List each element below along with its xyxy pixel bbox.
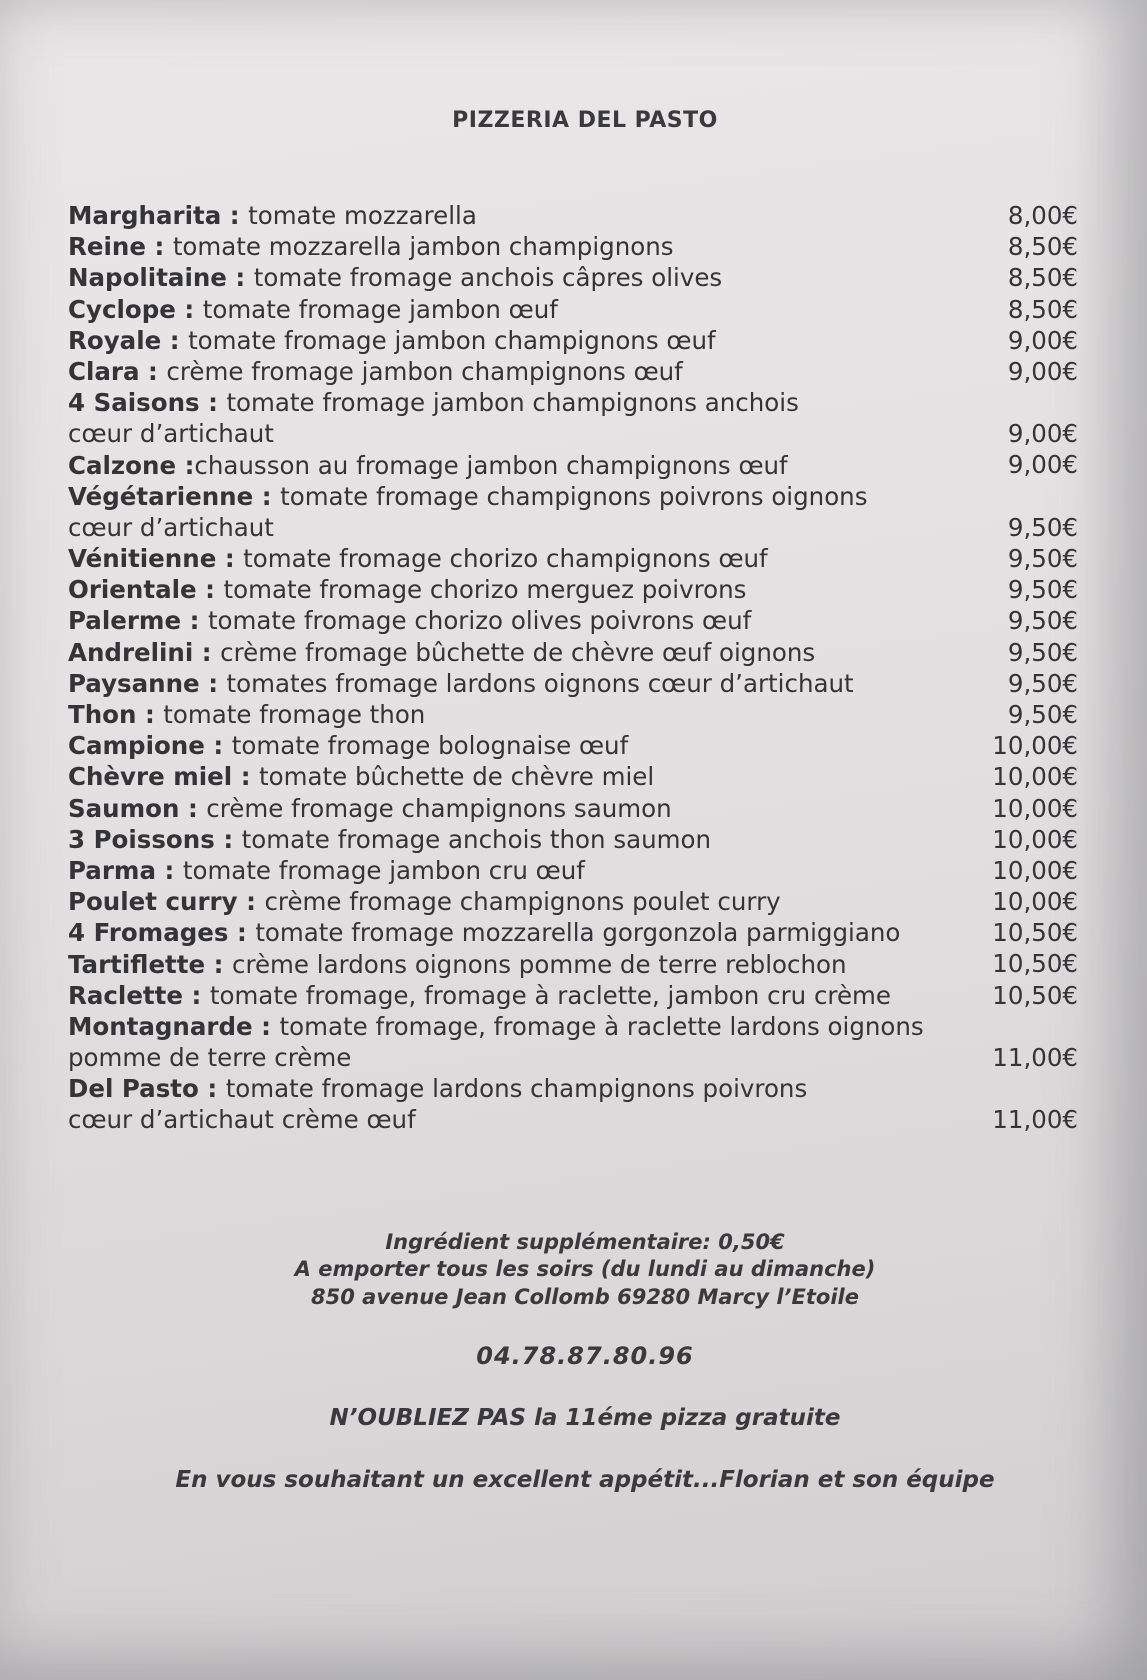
name-separator: : <box>145 232 173 262</box>
pizza-ingredients: tomate fromage thon <box>163 700 426 729</box>
menu-item-line <box>68 855 1088 886</box>
takeaway-note: A emporter tous les soirs (du lundi au dimanche) <box>294 1257 876 1281</box>
pizza-name: Del Pasto <box>68 1074 199 1104</box>
menu-item <box>68 793 1088 824</box>
menu-item <box>68 574 1088 605</box>
pizza-ingredients: tomate fromage bolognaise œuf <box>231 731 629 761</box>
pizza-price: 9,50€ <box>1007 575 1078 605</box>
pizza-name: Orientale <box>68 575 197 605</box>
name-separator: : <box>221 201 249 230</box>
name-separator: : <box>198 1074 226 1104</box>
pizza-name: Napolitaine <box>68 263 227 293</box>
menu-item-continuation <box>68 418 1088 449</box>
pizza-price: 11,00€ <box>992 1105 1078 1135</box>
pizza-name: Végétarienne <box>68 481 254 511</box>
pizza-name: 4 Saisons <box>68 388 200 418</box>
menu-item-line <box>68 949 1088 980</box>
menu-item-line <box>68 574 1088 605</box>
menu-item <box>68 325 1088 356</box>
pizza-price: 9,00€ <box>1007 325 1078 355</box>
pizza-ingredients: tomate fromage champignons poivrons oignons <box>280 481 868 511</box>
pizza-price: 8,50€ <box>1007 263 1078 293</box>
name-separator: : <box>196 575 224 605</box>
menu-item <box>68 481 1088 543</box>
name-separator: : <box>226 263 254 293</box>
name-separator: : <box>139 356 167 386</box>
pizza-name: Chèvre miel <box>68 762 233 792</box>
name-separator: : <box>176 450 195 480</box>
pizza-ingredients: crème fromage jambon champignons œuf <box>166 356 683 386</box>
name-separator: : <box>205 949 232 979</box>
pizza-ingredients: tomate fromage jambon cru œuf <box>182 855 585 885</box>
pizza-list <box>68 200 1088 1136</box>
pizza-price: 9,50€ <box>1007 512 1078 542</box>
menu-item-line <box>68 543 1088 574</box>
menu-item-line <box>68 200 1088 231</box>
menu-item <box>68 980 1088 1011</box>
pizza-name: Cyclope <box>68 294 176 324</box>
menu-item-line <box>68 450 1088 481</box>
name-separator: : <box>182 980 210 1010</box>
pizza-name: Thon <box>68 700 137 729</box>
page-title: PIZZERIA DEL PASTO <box>452 108 718 133</box>
menu-item <box>68 886 1088 917</box>
menu-item-line <box>68 761 1088 792</box>
name-separator: : <box>136 700 164 729</box>
pizza-price: 10,00€ <box>992 855 1078 885</box>
pizza-name: Clara <box>68 356 140 386</box>
name-separator: : <box>216 544 244 574</box>
menu-item <box>68 730 1088 761</box>
menu-item-continuation <box>68 1042 1088 1073</box>
pizza-ingredients: tomate mozzarella jambon champignons <box>172 232 674 262</box>
address: 850 avenue Jean Collomb 69280 Marcy l’Etoile <box>311 1285 859 1309</box>
pizza-name: Montagnarde <box>68 1011 253 1041</box>
name-separator: : <box>214 824 242 854</box>
name-separator: : <box>237 887 265 917</box>
menu-item-line <box>68 605 1088 636</box>
menu-item-line <box>68 980 1088 1011</box>
menu-item-continuation <box>68 512 1088 543</box>
name-separator: : <box>199 668 227 698</box>
pizza-name: Parma <box>68 855 156 885</box>
menu-item <box>68 605 1088 636</box>
pizza-price: 9,50€ <box>1007 606 1078 636</box>
menu-item <box>68 200 1088 231</box>
menu-item <box>68 1073 1088 1135</box>
pizza-name: 3 Poissons <box>68 824 215 854</box>
pizza-price: 10,00€ <box>992 887 1078 917</box>
pizza-price: 8,50€ <box>1007 232 1078 262</box>
menu-item <box>68 1011 1088 1073</box>
pizza-name: Calzone <box>68 450 177 480</box>
pizza-ingredients: tomate fromage jambon œuf <box>202 294 558 324</box>
pizza-ingredients: tomate fromage anchois câpres olives <box>253 263 723 293</box>
pizza-price: 10,50€ <box>992 918 1078 948</box>
pizza-ingredients: tomate fromage chorizo champignons œuf <box>243 544 768 574</box>
pizza-name: Poulet curry <box>68 887 238 917</box>
menu-item <box>68 855 1088 886</box>
menu-item-line <box>68 481 1088 512</box>
menu-item <box>68 699 1088 730</box>
pizza-price: 9,50€ <box>1007 544 1078 574</box>
pizza-price: 9,50€ <box>1007 668 1078 698</box>
pizza-ingredients: tomate fromage lardons champignons poivrons <box>225 1074 808 1104</box>
pizza-ingredients: cœur d’artichaut <box>68 419 274 449</box>
menu-item-line <box>68 886 1088 917</box>
menu-item <box>68 450 1088 481</box>
pizza-ingredients: cœur d’artichaut crème œuf <box>68 1105 416 1135</box>
loyalty-reminder: N’OUBLIEZ PAS la 11éme pizza gratuite <box>329 1405 841 1431</box>
menu-item-line <box>68 231 1088 262</box>
name-separator: : <box>252 1011 280 1041</box>
pizza-price: 10,00€ <box>992 762 1078 792</box>
pizza-name: Campione <box>68 731 205 761</box>
name-separator: : <box>228 918 256 948</box>
pizza-price: 9,00€ <box>1007 419 1078 449</box>
pizza-ingredients: crème lardons oignons pomme de terre reblochon <box>231 949 847 979</box>
menu-item-line <box>68 668 1088 699</box>
menu-item-line <box>68 1011 1088 1042</box>
pizza-ingredients: pomme de terre crème <box>68 1043 352 1073</box>
name-separator: : <box>181 606 208 636</box>
name-separator: : <box>253 481 281 511</box>
pizza-ingredients: crème fromage bûchette de chèvre œuf oignons <box>220 637 816 667</box>
pizza-price: 11,00€ <box>992 1043 1078 1073</box>
menu-item-line <box>68 793 1088 824</box>
pizza-price: 9,00€ <box>1007 356 1078 386</box>
pizza-ingredients: cœur d’artichaut <box>68 512 274 542</box>
pizza-name: Andrelini <box>68 637 194 667</box>
name-separator: : <box>232 762 260 792</box>
pizza-ingredients: crème fromage champignons poulet curry <box>264 887 781 917</box>
menu-item <box>68 824 1088 855</box>
pizza-name: 4 Fromages <box>68 918 229 948</box>
pizza-ingredients: tomates fromage lardons oignons cœur d’artichaut <box>226 668 854 698</box>
extra-ingredient-note: Ingrédient supplémentaire: 0,50€ <box>385 1230 785 1254</box>
name-separator: : <box>155 855 183 885</box>
menu-item <box>68 761 1088 792</box>
pizza-name: Palerme <box>68 606 182 636</box>
name-separator: : <box>193 637 221 667</box>
pizza-ingredients: tomate fromage, fromage à raclette lardons oignons <box>279 1011 924 1041</box>
pizza-ingredients: crème fromage champignons saumon <box>206 793 672 823</box>
pizza-ingredients: tomate fromage jambon champignons œuf <box>188 325 716 355</box>
name-separator: : <box>175 294 203 324</box>
pizza-ingredients: tomate fromage mozzarella gorgonzola parmiggiano <box>255 918 901 948</box>
menu-item <box>68 294 1088 325</box>
pizza-price: 10,00€ <box>992 793 1078 823</box>
menu-item-line <box>68 387 1088 418</box>
menu-item-line <box>68 325 1088 356</box>
menu-item <box>68 917 1088 948</box>
menu-item-line <box>68 294 1088 325</box>
pizza-ingredients: chausson au fromage jambon champignons œuf <box>194 450 788 480</box>
pizza-price: 8,00€ <box>1007 200 1078 230</box>
pizza-ingredients: tomate fromage jambon champignons anchois <box>226 388 799 418</box>
pizza-name: Margharita <box>68 201 222 230</box>
pizza-price: 9,50€ <box>1007 699 1078 729</box>
pizza-ingredients: tomate bûchette de chèvre miel <box>259 762 655 792</box>
pizza-price: 9,50€ <box>1007 637 1078 667</box>
menu-item <box>68 387 1088 449</box>
name-separator: : <box>161 325 189 355</box>
menu-item-continuation <box>68 1104 1088 1135</box>
pizza-name: Vénitienne <box>68 544 217 574</box>
name-separator: : <box>199 388 227 418</box>
pizza-price: 9,00€ <box>1007 450 1078 480</box>
menu-item-line <box>68 1073 1088 1104</box>
pizza-name: Reine <box>68 232 146 262</box>
name-separator: : <box>179 793 207 823</box>
pizza-name: Raclette <box>68 980 183 1010</box>
menu-item <box>68 356 1088 387</box>
pizza-ingredients: tomate fromage anchois thon saumon <box>241 824 712 854</box>
pizza-ingredients: tomate fromage chorizo olives poivrons œuf <box>207 606 752 636</box>
pizza-name: Saumon <box>68 793 180 823</box>
pizza-ingredients: tomate fromage chorizo merguez poivrons <box>223 575 747 605</box>
pizza-price: 8,50€ <box>1007 294 1078 324</box>
pizza-ingredients: tomate mozzarella <box>248 201 477 230</box>
name-separator: : <box>204 731 232 761</box>
menu-item <box>68 543 1088 574</box>
pizza-name: Tartiflette <box>68 949 206 979</box>
pizza-name: Paysanne <box>68 668 200 698</box>
menu-item-line <box>68 699 1088 730</box>
menu-item-line <box>68 356 1088 387</box>
menu-item <box>68 637 1088 668</box>
phone-number: 04.78.87.80.96 <box>476 1342 694 1370</box>
menu-item <box>68 231 1088 262</box>
menu-item-line <box>68 824 1088 855</box>
menu-item-line <box>68 637 1088 668</box>
pizza-price: 10,50€ <box>992 949 1078 979</box>
pizza-ingredients: tomate fromage, fromage à raclette, jambon cru crème <box>209 980 891 1010</box>
menu-item-line <box>68 262 1088 293</box>
pizza-price: 10,00€ <box>992 731 1078 761</box>
menu-item <box>68 949 1088 980</box>
menu-item-line <box>68 917 1088 948</box>
menu-item <box>68 262 1088 293</box>
pizza-name: Royale <box>68 325 162 355</box>
pizza-price: 10,00€ <box>992 824 1078 854</box>
pizza-price: 10,50€ <box>992 980 1078 1010</box>
menu-item-line <box>68 730 1088 761</box>
closing-message: En vous souhaitant un excellent appétit...Florian et son équipe <box>175 1467 995 1493</box>
menu-item <box>68 668 1088 699</box>
